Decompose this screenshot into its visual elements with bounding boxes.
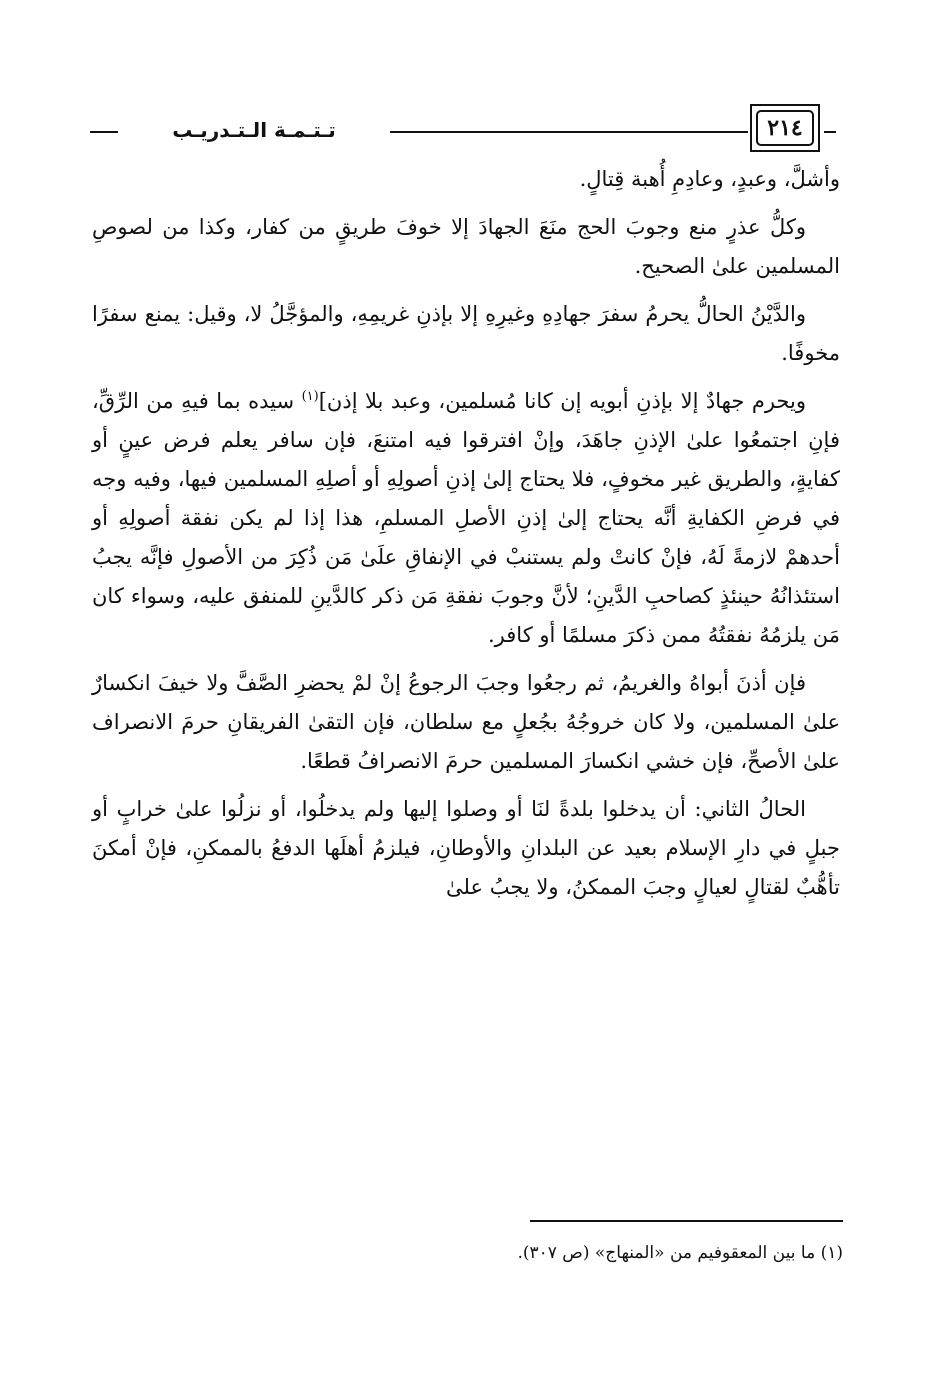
paragraph: وكلُّ عذرٍ منع وجوبَ الحج منَعَ الجهادَ إلا خوفَ طريقٍ من كفار، وكذا من لصوصِ المسلمين علىٰ الصحيح. — [92, 215, 840, 278]
footnote-marker: (١) — [301, 389, 319, 404]
main-text — [92, 160, 840, 916]
running-title: تـتـمـة الـتـدريـب — [172, 118, 336, 142]
page-header — [90, 100, 835, 158]
bracketed-quote: ويحرم جهادٌ إلا بإذنِ أبويه إن كانا مُسلمين، وعبد بلا إذن] — [318, 389, 806, 413]
page-number-frame — [750, 104, 820, 152]
paragraph-continuation: سيده بما فيهِ من الرِّقِّ، فإنِ اجتمعُوا علىٰ الإذنِ جاهَدَ، وإنْ افترقوا فيه امتنعَ، فإن سافر يعلم فرض عينٍ أو كفايةٍ، والطريق غير مخوفٍ، فلا يحتاج إلىٰ إذنِ أصولِهِ أو أصلِهِ المسلمين فيها، وفيه وجه في فرضِ الكفايةِ أنَّه يحتاج إلىٰ إذنِ الأصلِ المسلمِ، هذا إذا لم يكن نفقة أصولِهِ أو أحدهمْ لازمةً لَهُ، فإنْ كانتْ ولم يستنبْ في الإنفاقِ علَىٰ مَن ذُكِرَ من الأصولِ فإنَّه يجبُ استئذانُهُ حينئذٍ كصاحبِ الدَّينِ؛ لأنَّ وجوبَ نفقةِ مَن ذكر كالدَّينِ للمنفق عليه، وسواء كان مَن يلزمُهُ نفقتُهُ ممن ذكرَ مسلمًا أو كافر. — [92, 389, 840, 647]
paragraph: الحالُ الثاني: أن يدخلوا بلدةً لنَا أو وصلوا إليها ولم يدخلُوا، أو نزلُوا علىٰ خرابٍ أو جبلٍ في دارِ الإسلام بعيد عن البلدانِ والأوطانِ، فيلزمُ أهلَها الدفعُ بالممكنِ، فإنْ أمكنَ تأهُّبٌ لقتالٍ لعيالٍ وجبَ الممكنُ، ولا يجبُ علىٰ — [92, 797, 840, 899]
footnote-separator — [530, 1220, 843, 1222]
header-rule-middle — [390, 131, 748, 133]
header-rule-right — [824, 131, 836, 133]
paragraph: والدَّيْنُ الحالُّ يحرمُ سفرَ جهادِهِ وغيرِهِ إلا بإذنِ غريمِهِ، والمؤجَّلُ لا، وقيل: يمنع سفرًا مخوفًا. — [92, 302, 840, 365]
paragraph: فإن أذنَ أبواهُ والغريمُ، ثم رجعُوا وجبَ الرجوعُ إنْ لمْ يحضرِ الصَّفَّ ولا خيفَ انكسارٌ علىٰ المسلمين، ولا كان خروجُهُ بجُعلٍ مع سلطان، فإن التقىٰ الفريقانِ حرمَ الانصراف علىٰ الأصحِّ، فإن خشي انكسارَ المسلمين حرمَ الانصرافُ قطعًا. — [92, 671, 840, 773]
header-rule-left — [90, 131, 118, 133]
paragraph: وأشلَّ، وعبدٍ، وعادِمِ أُهبة قِتالٍ. — [579, 167, 840, 191]
footnote: (١) ما بين المعقوفيم من «المنهاج» (ص ٣٠٧). — [517, 1243, 843, 1263]
paragraph — [92, 382, 840, 655]
page-number: ٢١٤ — [756, 110, 814, 146]
